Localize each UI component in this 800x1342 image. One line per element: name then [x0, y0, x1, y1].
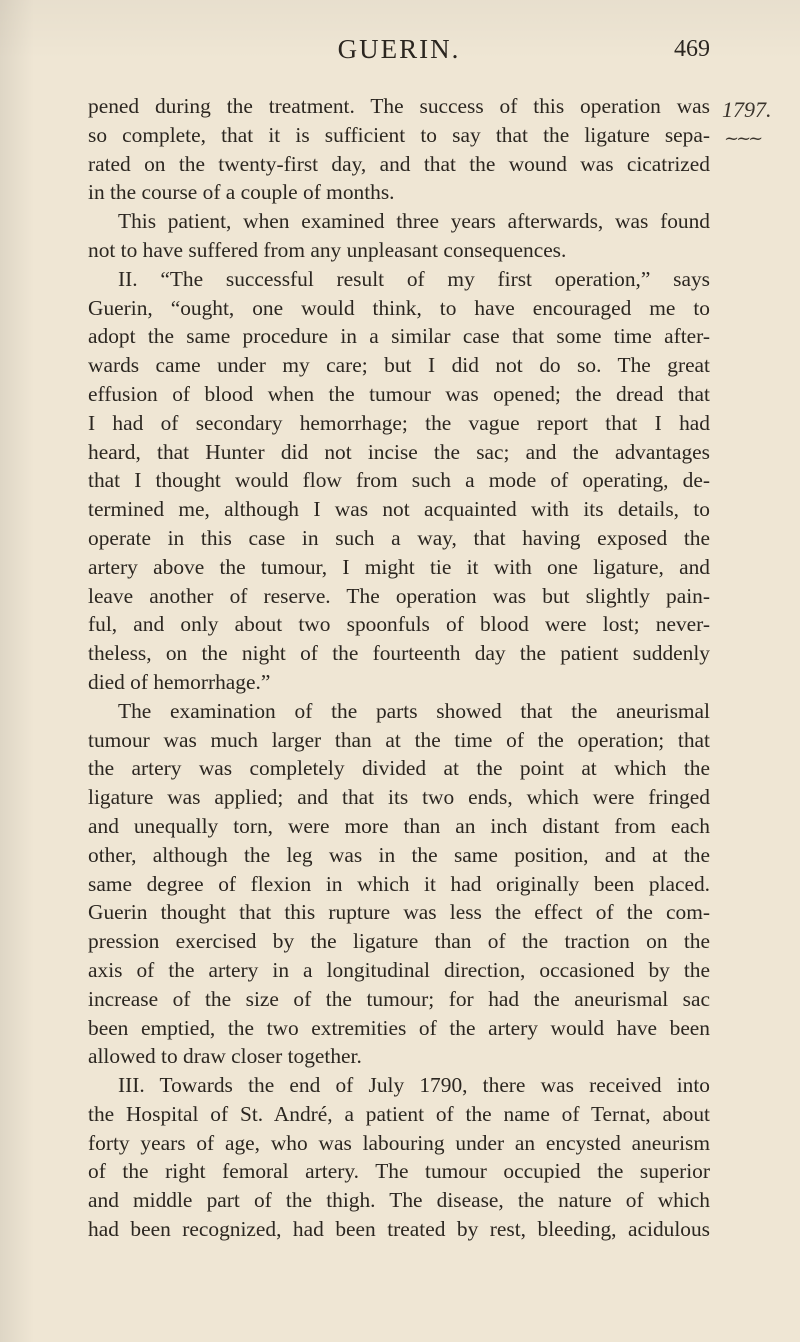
text-line: other, although the leg was in the same position, and at the — [88, 842, 710, 867]
text-line: in the course of a couple of months. — [88, 180, 395, 205]
text-line: ful, and only about two spoonfuls of blood were lost; never- — [88, 612, 710, 637]
text-line: axis of the artery in a longitudinal direction, occasioned by the — [88, 957, 710, 982]
text-line: had been recognized, had been treated by rest, bleeding, acidulous — [88, 1217, 710, 1242]
text-line: tumour was much larger than at the time of the operation; that — [88, 727, 710, 752]
text-line: III. Towards the end of July 1790, there was received into — [118, 1073, 710, 1098]
text-line: effusion of blood when the tumour was opened; the dread that — [88, 381, 710, 406]
text-line: operate in this case in such a way, that having exposed the — [88, 525, 710, 550]
text-line: wards came under my care; but I did not do so. The great — [88, 353, 710, 378]
text-line: adopt the same procedure in a similar case that some time after- — [88, 324, 710, 349]
text-line: leave another of reserve. The operation was but slightly pain- — [88, 583, 710, 608]
text-line: allowed to draw closer together. — [88, 1044, 362, 1069]
text-line: II. “The successful result of my first operation,” says — [118, 266, 710, 291]
text-line: Guerin thought that this rupture was less the effect of the com- — [88, 900, 710, 925]
text-line: I had of secondary hemorrhage; the vague report that I had — [88, 410, 710, 435]
text-line: theless, on the night of the fourteenth day the patient suddenly — [88, 641, 710, 666]
text-line: that I thought would flow from such a mode of operating, de- — [88, 468, 710, 493]
text-line: pened during the treatment. The success of this operation was — [88, 94, 710, 118]
text-line: and middle part of the thigh. The disease, the nature of which — [88, 1188, 710, 1213]
running-head: GUERIN. — [337, 34, 461, 64]
text-line: termined me, although I was not acquainted with its details, to — [88, 497, 710, 522]
text-line: pression exercised by the ligature than of the traction on the — [88, 929, 710, 954]
text-line: The examination of the parts showed that the aneurismal — [118, 698, 710, 723]
text-line: ligature was applied; and that its two ends, which were fringed — [88, 785, 710, 810]
text-line: so complete, that it is sufficient to say that the ligature sepa- — [88, 122, 710, 147]
page-number: 469 — [674, 36, 710, 62]
text-line: and unequally torn, were more than an inch distant from each — [88, 813, 710, 838]
text-line: been emptied, the two extremities of the artery would have been — [88, 1015, 710, 1040]
page-header — [88, 32, 710, 72]
text-line: the Hospital of St. André, a patient of the name of Ternat, about — [88, 1101, 710, 1126]
text-line: of the right femoral artery. The tumour occupied the superior — [88, 1159, 710, 1184]
text-line: forty years of age, who was labouring under an encysted aneurism — [88, 1130, 710, 1155]
text-line: not to have suffered from any unpleasant consequences. — [88, 237, 567, 262]
text-line: rated on the twenty-first day, and that the wound was cicatrized — [88, 151, 710, 176]
margin-year-note: 1797. — [722, 97, 772, 122]
body-text — [88, 92, 710, 1244]
text-line: heard, that Hunter did not incise the sac; and the advantages — [88, 439, 710, 464]
text-line: artery above the tumour, I might tie it with one ligature, and — [88, 554, 710, 579]
text-line: died of hemorrhage.” — [88, 669, 271, 694]
text-line: increase of the size of the tumour; for had the aneurismal sac — [88, 986, 710, 1011]
text-line: This patient, when examined three years afterwards, was found — [118, 209, 710, 234]
margin-mark: ~~~ — [724, 128, 761, 149]
text-line: Guerin, “ought, one would think, to have encouraged me to — [88, 295, 710, 320]
text-line: the artery was completely divided at the point at which the — [88, 756, 710, 781]
text-line: same degree of flexion in which it had originally been placed. — [88, 871, 710, 896]
